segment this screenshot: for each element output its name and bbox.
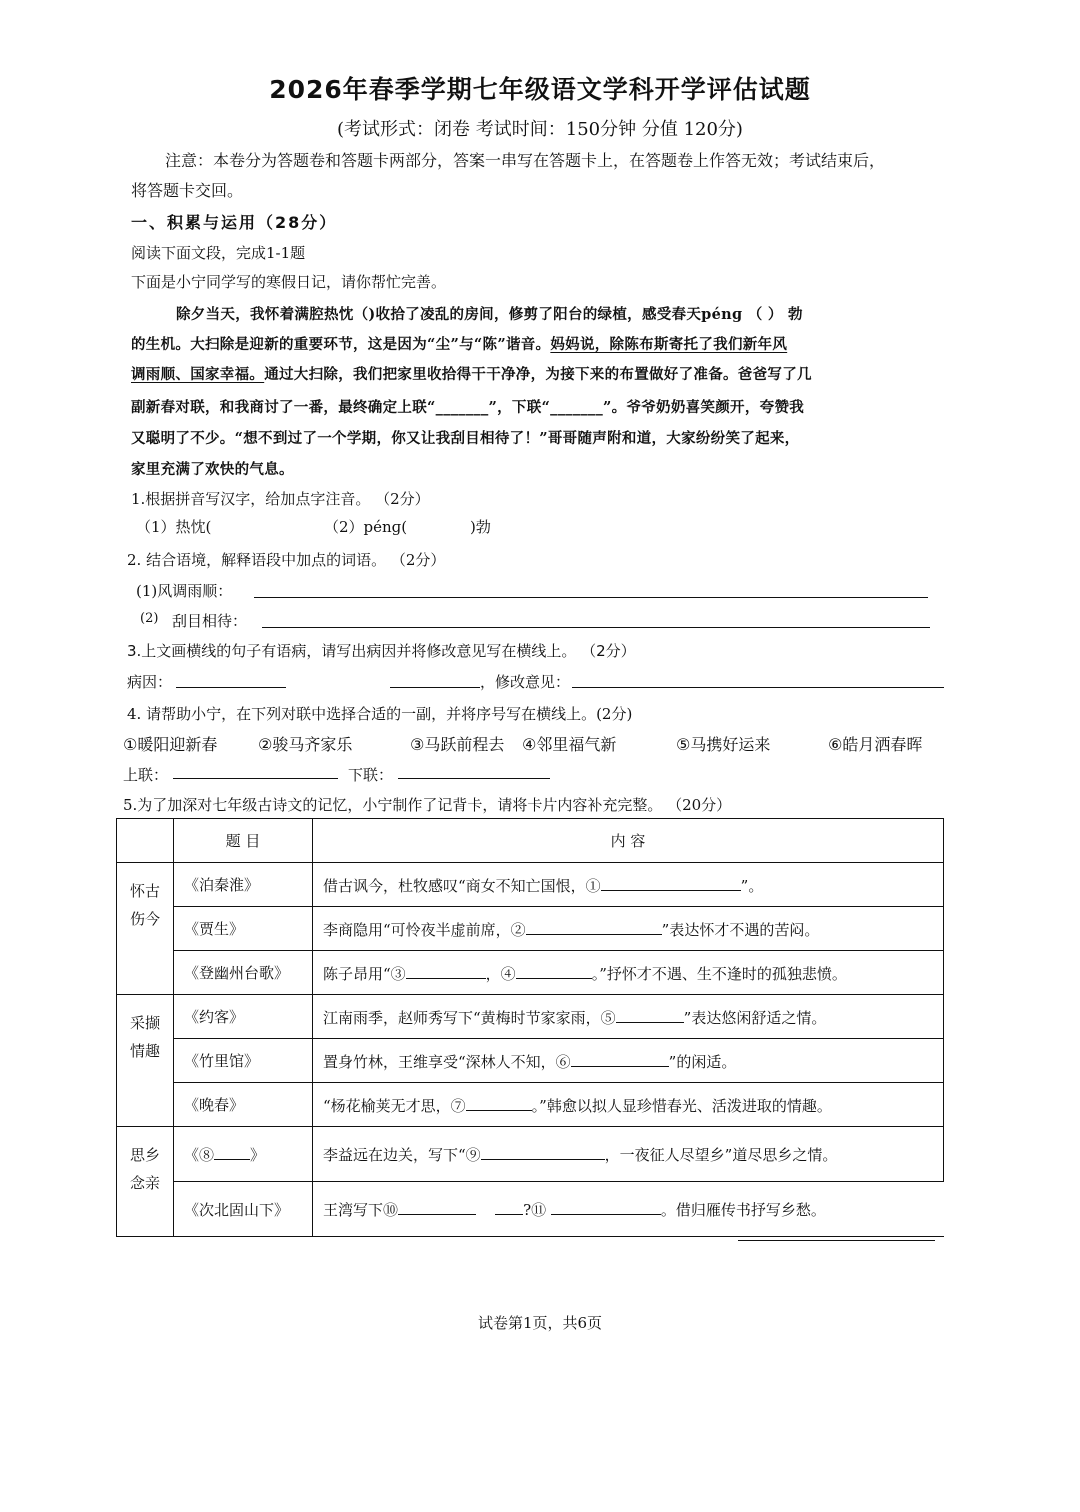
q4-option-5: ⑤马携好运来 (676, 735, 771, 754)
card-text: ”表达怀才不遇的苦闷。 (661, 920, 820, 939)
poem-title-close: 》 (250, 1146, 266, 1164)
answer-blank-1[interactable] (601, 874, 741, 891)
poem-title: 《约客》 (174, 995, 313, 1039)
card-content (313, 1127, 944, 1182)
category-homesick (117, 1127, 174, 1237)
answer-blank-3[interactable] (406, 962, 486, 979)
q4-option-1: ①暖阳迎新春 (123, 735, 218, 754)
poem-title: 《泊秦淮》 (174, 863, 313, 907)
notice-line-1: 注意：本卷分为答题卷和答题卡两部分，答案一串写在答题卡上，在答题卷上作答无效；考试结束后， (165, 151, 886, 170)
answer-blank-10a[interactable] (398, 1198, 476, 1215)
passage-line-2-text: 的生机。大扫除是迎新的重要环节，这是因为“尘”与“陈”谐音。 (131, 336, 551, 353)
card-content (313, 863, 944, 907)
notice-line-2: 将答题卡交回。 (131, 181, 244, 200)
card-text: 。”韩愈以拟人显珍惜春光、活泼进取的情趣。 (531, 1096, 832, 1115)
table-row (117, 1083, 944, 1127)
table-row (117, 995, 944, 1039)
card-text: 。借归雁传书抒写乡愁。 (660, 1201, 826, 1219)
q3-cause-line-2[interactable] (390, 687, 480, 688)
q1-part-2-end: )勃 (470, 518, 491, 536)
table-row (117, 951, 944, 995)
q1-part-2: （2）pénɡ( (324, 518, 408, 536)
answer-blank-6[interactable] (571, 1050, 669, 1067)
table-header-title: 题 目 (174, 819, 313, 863)
q2-answer-line-1[interactable] (254, 597, 928, 598)
card-text: ”。 (740, 876, 764, 895)
poem-title-open: 《⑧ (184, 1146, 215, 1164)
answer-blank-4[interactable] (516, 962, 592, 979)
card-text: 置身竹林，王维享受“深林人不知，⑥ (323, 1052, 571, 1071)
answer-blank-5[interactable] (616, 1006, 684, 1023)
passage-line-2 (131, 333, 787, 354)
category-nostalgia-line-2: 伤今 (129, 910, 160, 928)
card-content (313, 907, 944, 951)
category-delight-line-2: 情趣 (129, 1042, 160, 1060)
exam-title: 2026年春季学期七年级语文学科开学评估试题 (269, 75, 811, 104)
q2-part-2: 刮目相待： (172, 612, 248, 630)
card-text: 王湾写下⑩ (323, 1201, 399, 1219)
answer-blank-11[interactable] (551, 1198, 661, 1215)
poem-title: 《登幽州台歌》 (174, 951, 313, 995)
table-header-content: 内 容 (313, 819, 944, 863)
card-text: ?⑪ (523, 1201, 547, 1219)
card-text: ，④ (485, 964, 516, 983)
card-text: 李商隐用“可怜夜半虚前席，② (323, 920, 526, 939)
poem-title: 《贾生》 (174, 907, 313, 951)
category-nostalgia (117, 863, 174, 995)
table-row (117, 1182, 944, 1237)
category-nostalgia-line-1: 怀古 (129, 882, 160, 900)
poem-title: 《次北固山下》 (174, 1182, 313, 1237)
table-header-blank (117, 819, 174, 863)
q4-lower-line[interactable] (398, 778, 550, 779)
q2-part-2-number: (2) (140, 611, 159, 626)
table-row (117, 1039, 944, 1083)
card-text: “杨花榆荚无才思，⑦ (323, 1096, 466, 1115)
underlined-sentence-part-2: 调雨顺、国家幸福。 (131, 366, 265, 383)
section-heading: 一、积累与运用（28分） (131, 213, 338, 232)
q4-upper-label: 上联： (123, 766, 169, 784)
answer-blank-7[interactable] (466, 1094, 532, 1111)
table-row (117, 907, 944, 951)
memory-card-table (116, 818, 944, 1237)
answer-blank-10b[interactable] (495, 1198, 523, 1215)
card-text: ，一夜征人尽望乡”道尽思乡之情。 (604, 1146, 838, 1164)
extra-answer-line[interactable] (738, 1240, 935, 1241)
card-text: 陈子昂用“③ (323, 964, 406, 983)
q3-cause-line-1[interactable] (176, 687, 286, 688)
q3-advice-label: ，修改意见： (480, 673, 571, 691)
passage-line-3 (131, 363, 812, 384)
q1-stem: 1.根据拼音写汉字，给加点字注音。 （2分） (131, 490, 430, 508)
q2-answer-line-2[interactable] (262, 627, 930, 628)
passage-line-5: 又聪明了不少。“想不到过了一个学期，你又让我刮目相待了！”哥哥随声附和道，大家纷纷笑了起来， (131, 430, 800, 447)
exam-subtitle: (考试形式：闭卷 考试时间：150分钟 分值 120分) (337, 119, 743, 140)
q5-stem: 5.为了加深对七年级古诗文的记忆，小宁制作了记背卡，请将卡片内容补充完整。 （20分） (123, 796, 732, 814)
q4-lower-label: 下联： (348, 766, 394, 784)
q4-option-2: ②骏马齐家乐 (258, 735, 353, 754)
passage-line-4: 副新春对联，和我商讨了一番，最终确定上联“_______”，下联“_______”。爷爷奶奶喜笑颜开，夸赞我 (131, 399, 805, 416)
q3-cause-label: 病因： (127, 673, 173, 691)
q3-advice-line[interactable] (572, 687, 944, 688)
q4-option-4: ④邻里福气新 (522, 735, 617, 754)
poem-title: 《竹里馆》 (174, 1039, 313, 1083)
section-intro-1: 阅读下面文段，完成1-1题 (131, 244, 306, 262)
answer-blank-9[interactable] (481, 1143, 605, 1160)
q2-stem: 2. 结合语境，解释语段中加点的词语。 （2分） (127, 551, 446, 569)
table-row (117, 863, 944, 907)
table-row (117, 1127, 944, 1182)
category-homesick-line-1: 思乡 (129, 1146, 160, 1164)
card-content (313, 995, 944, 1039)
category-delight-line-1: 采撷 (129, 1014, 160, 1032)
card-text: ”的闲适。 (668, 1052, 737, 1071)
category-homesick-line-2: 念亲 (129, 1174, 160, 1192)
q2-part-1: (1)风调雨顺： (136, 582, 233, 600)
section-intro-2: 下面是小宁同学写的寒假日记，请你帮忙完善。 (131, 273, 447, 291)
card-text: 李益远在边关，写下“⑨ (323, 1146, 481, 1164)
underlined-sentence-part-1: 妈妈说，除陈布斯寄托了我们新年风 (550, 336, 788, 353)
q4-upper-line[interactable] (173, 778, 338, 779)
passage-line-1: 除夕当天，我怀着满腔热忱（)收拾了凌乱的房间，修剪了阳台的绿植，感受春天pénɡ （ ） 勃 (176, 306, 803, 323)
poem-title: 《晚春》 (174, 1083, 313, 1127)
card-content (313, 951, 944, 995)
answer-blank-2[interactable] (526, 918, 662, 935)
card-content (313, 1083, 944, 1127)
poem-title (174, 1127, 313, 1182)
card-content (313, 1039, 944, 1083)
q3-stem: 3.上文画横线的句子有语病，请写出病因并将修改意见写在横线上。 （2分） (127, 642, 636, 660)
card-text: 。”抒怀才不遇、生不逢时的孤独悲愤。 (591, 964, 847, 983)
card-text: ”表达悠闲舒适之情。 (683, 1008, 827, 1027)
category-delight (117, 995, 174, 1127)
answer-blank-8[interactable] (214, 1143, 250, 1160)
passage-line-3-text: 通过大扫除，我们把家里收拾得干干净净，为接下来的布置做好了准备。爸爸写了几 (264, 366, 812, 383)
card-content (313, 1182, 944, 1237)
q4-option-6: ⑥皓月洒春晖 (828, 735, 923, 754)
table-header-row (117, 819, 944, 863)
q4-stem: 4. 请帮助小宁，在下列对联中选择合适的一副，并将序号写在横线上。(2分) (127, 705, 633, 723)
q1-part-1: （1）热忱( (136, 518, 212, 536)
card-text: 借古讽今，杜牧感叹“商女不知亡国恨，① (323, 876, 601, 895)
page-footer: 试卷第1页，共6页 (477, 1314, 603, 1332)
passage-line-6: 家里充满了欢快的气息。 (131, 461, 294, 478)
q4-option-3: ③马跃前程去 (410, 735, 505, 754)
card-text: 江南雨季，赵师秀写下“黄梅时节家家雨，⑤ (323, 1008, 616, 1027)
